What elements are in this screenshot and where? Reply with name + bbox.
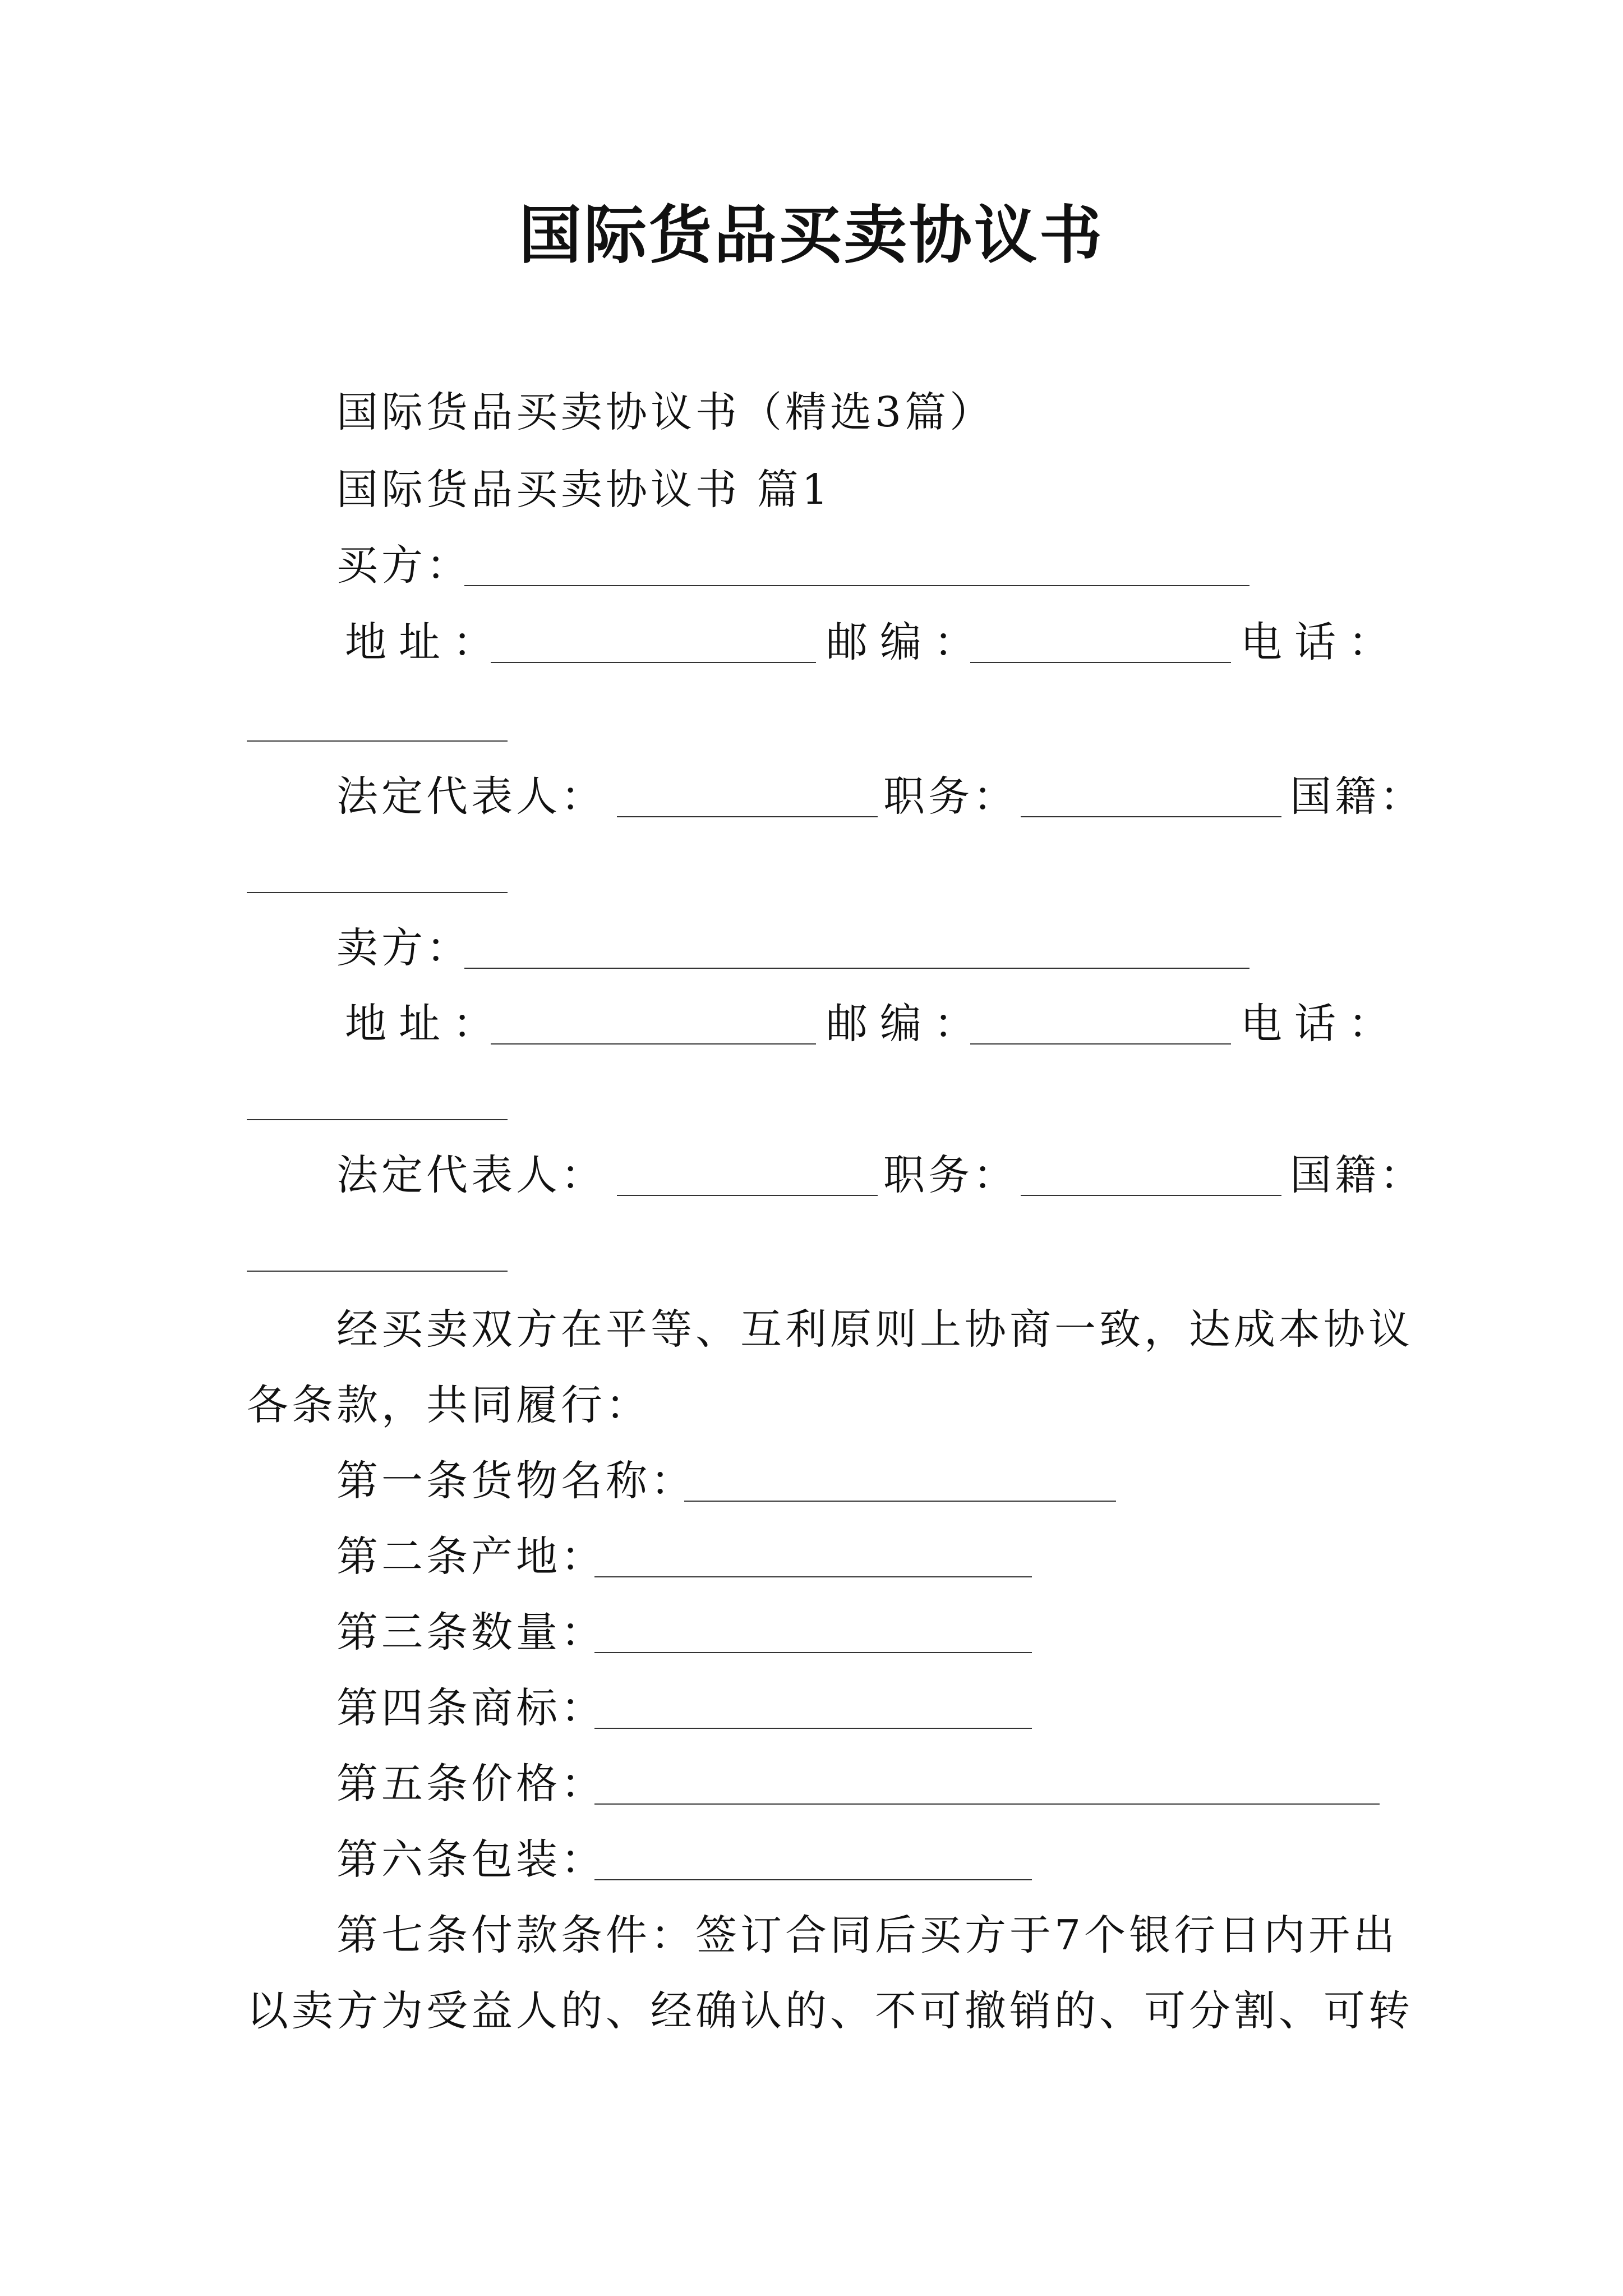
buyer-phone-field[interactable] [247,740,508,742]
seller-label: 卖方： [336,924,471,972]
buyer-label: 买方： [336,541,471,590]
buyer-postcode-field[interactable] [970,662,1231,663]
clause-2-field[interactable] [594,1576,1032,1577]
buyer-position-field[interactable] [1021,816,1281,817]
clause-7-line-1: 第七条付款条件：签订合同后买方于7个银行日内开出 [336,1911,1399,1959]
clause-1-field[interactable] [684,1501,1116,1502]
seller-address-label: 地址： [345,1000,506,1048]
buyer-name-field[interactable] [464,585,1249,586]
buyer-nationality-label: 国籍： [1290,772,1424,821]
seller-nationality-label: 国籍： [1290,1151,1424,1199]
seller-phone-field[interactable] [247,1119,508,1120]
clause-3-label: 第三条数量： [336,1608,606,1657]
seller-postcode-field[interactable] [970,1043,1231,1045]
seller-position-label: 职务： [883,1151,1018,1199]
seller-address-field[interactable] [491,1043,816,1045]
clause-6-label: 第六条包装： [336,1835,606,1884]
seller-position-field[interactable] [1021,1195,1281,1196]
clause-4-field[interactable] [594,1728,1032,1729]
buyer-position-label: 职务： [883,772,1018,821]
intro-line-2: 各条款，共同履行： [247,1381,651,1429]
clause-3-field[interactable] [594,1652,1032,1653]
document-subtitle: 国际货品买卖协议书（精选3篇） [336,388,995,436]
seller-legal-rep-field[interactable] [617,1195,878,1196]
clause-4-label: 第四条商标： [336,1684,606,1732]
buyer-nationality-field[interactable] [247,892,508,893]
section-heading: 国际货品买卖协议书 篇1 [336,466,832,514]
seller-phone-label: 电话： [1241,1000,1402,1048]
clause-7-line-2: 以卖方为受益人的、经确认的、不可撤销的、可分割、可转 [247,1987,1413,2035]
intro-line-1: 经买卖双方在平等、互利原则上协商一致，达成本协议 [336,1305,1413,1354]
buyer-legal-rep-field[interactable] [617,816,878,817]
clause-6-field[interactable] [594,1879,1032,1880]
clause-1-label: 第一条货物名称： [336,1457,695,1505]
buyer-phone-label: 电话： [1241,618,1402,666]
clause-2-label: 第二条产地： [336,1533,606,1581]
clause-5-field[interactable] [594,1803,1380,1805]
seller-nationality-field[interactable] [247,1271,508,1272]
clause-5-label: 第五条价格： [336,1760,606,1808]
seller-postcode-label: 邮编： [826,1000,988,1048]
buyer-legal-rep-label: 法定代表人： [336,772,606,821]
document-title: 国际货品买卖协议书 [519,199,1104,272]
buyer-address-field[interactable] [491,662,816,663]
seller-legal-rep-label: 法定代表人： [336,1151,606,1199]
seller-name-field[interactable] [464,968,1249,969]
buyer-address-label: 地址： [345,618,506,666]
buyer-postcode-label: 邮编： [826,618,988,666]
